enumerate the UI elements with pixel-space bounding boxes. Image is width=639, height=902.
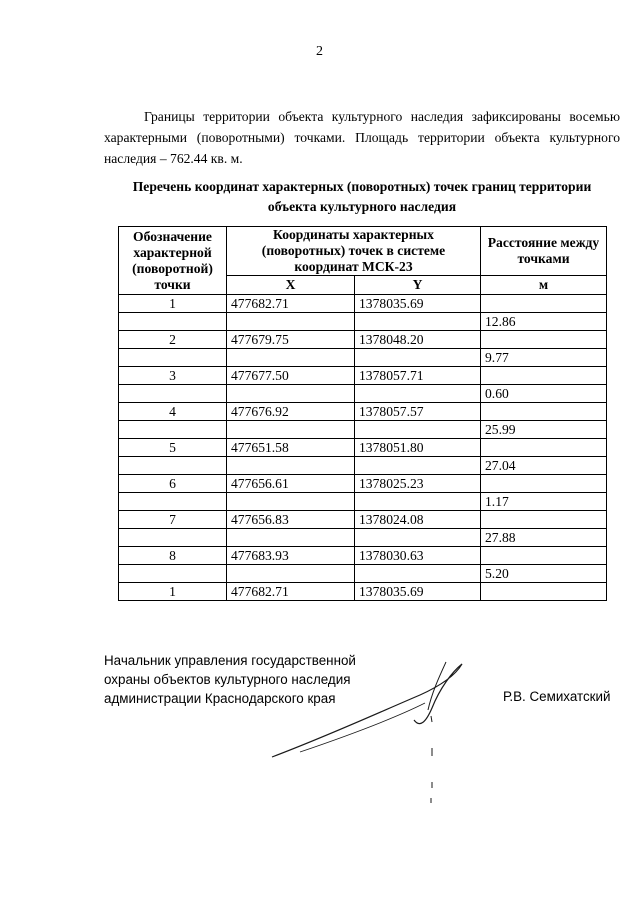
x-coordinate-cell: 477677.50 <box>227 367 355 385</box>
page-number: 2 <box>316 44 323 59</box>
y-coordinate-cell: 1378030.63 <box>355 547 481 565</box>
y-coordinate-cell: 1378024.08 <box>355 511 481 529</box>
y-coordinate-cell: 1378057.71 <box>355 367 481 385</box>
signer-name: Р.В. Семихатский <box>503 689 611 704</box>
distance-cell: 0.60 <box>481 385 607 403</box>
header-point-designation: Обозначение характерной (поворотной) точки <box>119 227 227 295</box>
x-coordinate-cell: 477682.71 <box>227 583 355 601</box>
y-coordinate-cell: 1378025.23 <box>355 475 481 493</box>
intro-line-2: характерными (поворотными) точками. Площадь территории объекта культурного <box>104 130 620 145</box>
table-heading-line-2: объекта культурного наследия <box>267 199 457 214</box>
signer-title-line-3: администрации Краснодарского края <box>104 691 336 706</box>
point-number-cell: 6 <box>119 475 227 493</box>
distance-cell: 9.77 <box>481 349 607 367</box>
distance-cell: 12.86 <box>481 313 607 331</box>
distance-cell: 5.20 <box>481 565 607 583</box>
distance-cell: 27.04 <box>481 457 607 475</box>
intro-line-3: наследия – 762.44 кв. м. <box>104 151 243 166</box>
header-distance-unit: м <box>481 276 607 295</box>
distance-cell: 27.88 <box>481 529 607 547</box>
y-coordinate-cell: 1378035.69 <box>355 295 481 313</box>
header-coordinates: Координаты характерных (поворотных) точек в системе координат МСК-23 <box>227 227 481 276</box>
point-number-cell: 3 <box>119 367 227 385</box>
x-coordinate-cell: 477683.93 <box>227 547 355 565</box>
header-distance: Расстояние между точками <box>481 227 607 276</box>
table-heading-line-1: Перечень координат характерных (поворотных) точек границ территории <box>132 179 592 194</box>
x-coordinate-cell: 477656.61 <box>227 475 355 493</box>
point-number-cell: 8 <box>119 547 227 565</box>
y-coordinate-cell: 1378051.80 <box>355 439 481 457</box>
point-number-cell: 1 <box>119 583 227 601</box>
y-coordinate-cell: 1378035.69 <box>355 583 481 601</box>
x-coordinate-cell: 477656.83 <box>227 511 355 529</box>
x-coordinate-cell: 477679.75 <box>227 331 355 349</box>
x-coordinate-cell: 477676.92 <box>227 403 355 421</box>
header-col-y: Y <box>355 276 481 295</box>
point-number-cell: 2 <box>119 331 227 349</box>
distance-cell: 25.99 <box>481 421 607 439</box>
distance-cell: 1.17 <box>481 493 607 511</box>
intro-line-1: Границы территории объекта культурного наследия зафиксированы восемью <box>144 109 620 124</box>
header-col-x: X <box>227 276 355 295</box>
x-coordinate-cell: 477682.71 <box>227 295 355 313</box>
point-number-cell: 4 <box>119 403 227 421</box>
y-coordinate-cell: 1378048.20 <box>355 331 481 349</box>
y-coordinate-cell: 1378057.57 <box>355 403 481 421</box>
signer-title-line-2: охраны объектов культурного наследия <box>104 672 351 687</box>
point-number-cell: 5 <box>119 439 227 457</box>
x-coordinate-cell: 477651.58 <box>227 439 355 457</box>
point-number-cell: 1 <box>119 295 227 313</box>
point-number-cell: 7 <box>119 511 227 529</box>
signer-title-line-1: Начальник управления государственной <box>104 653 356 668</box>
